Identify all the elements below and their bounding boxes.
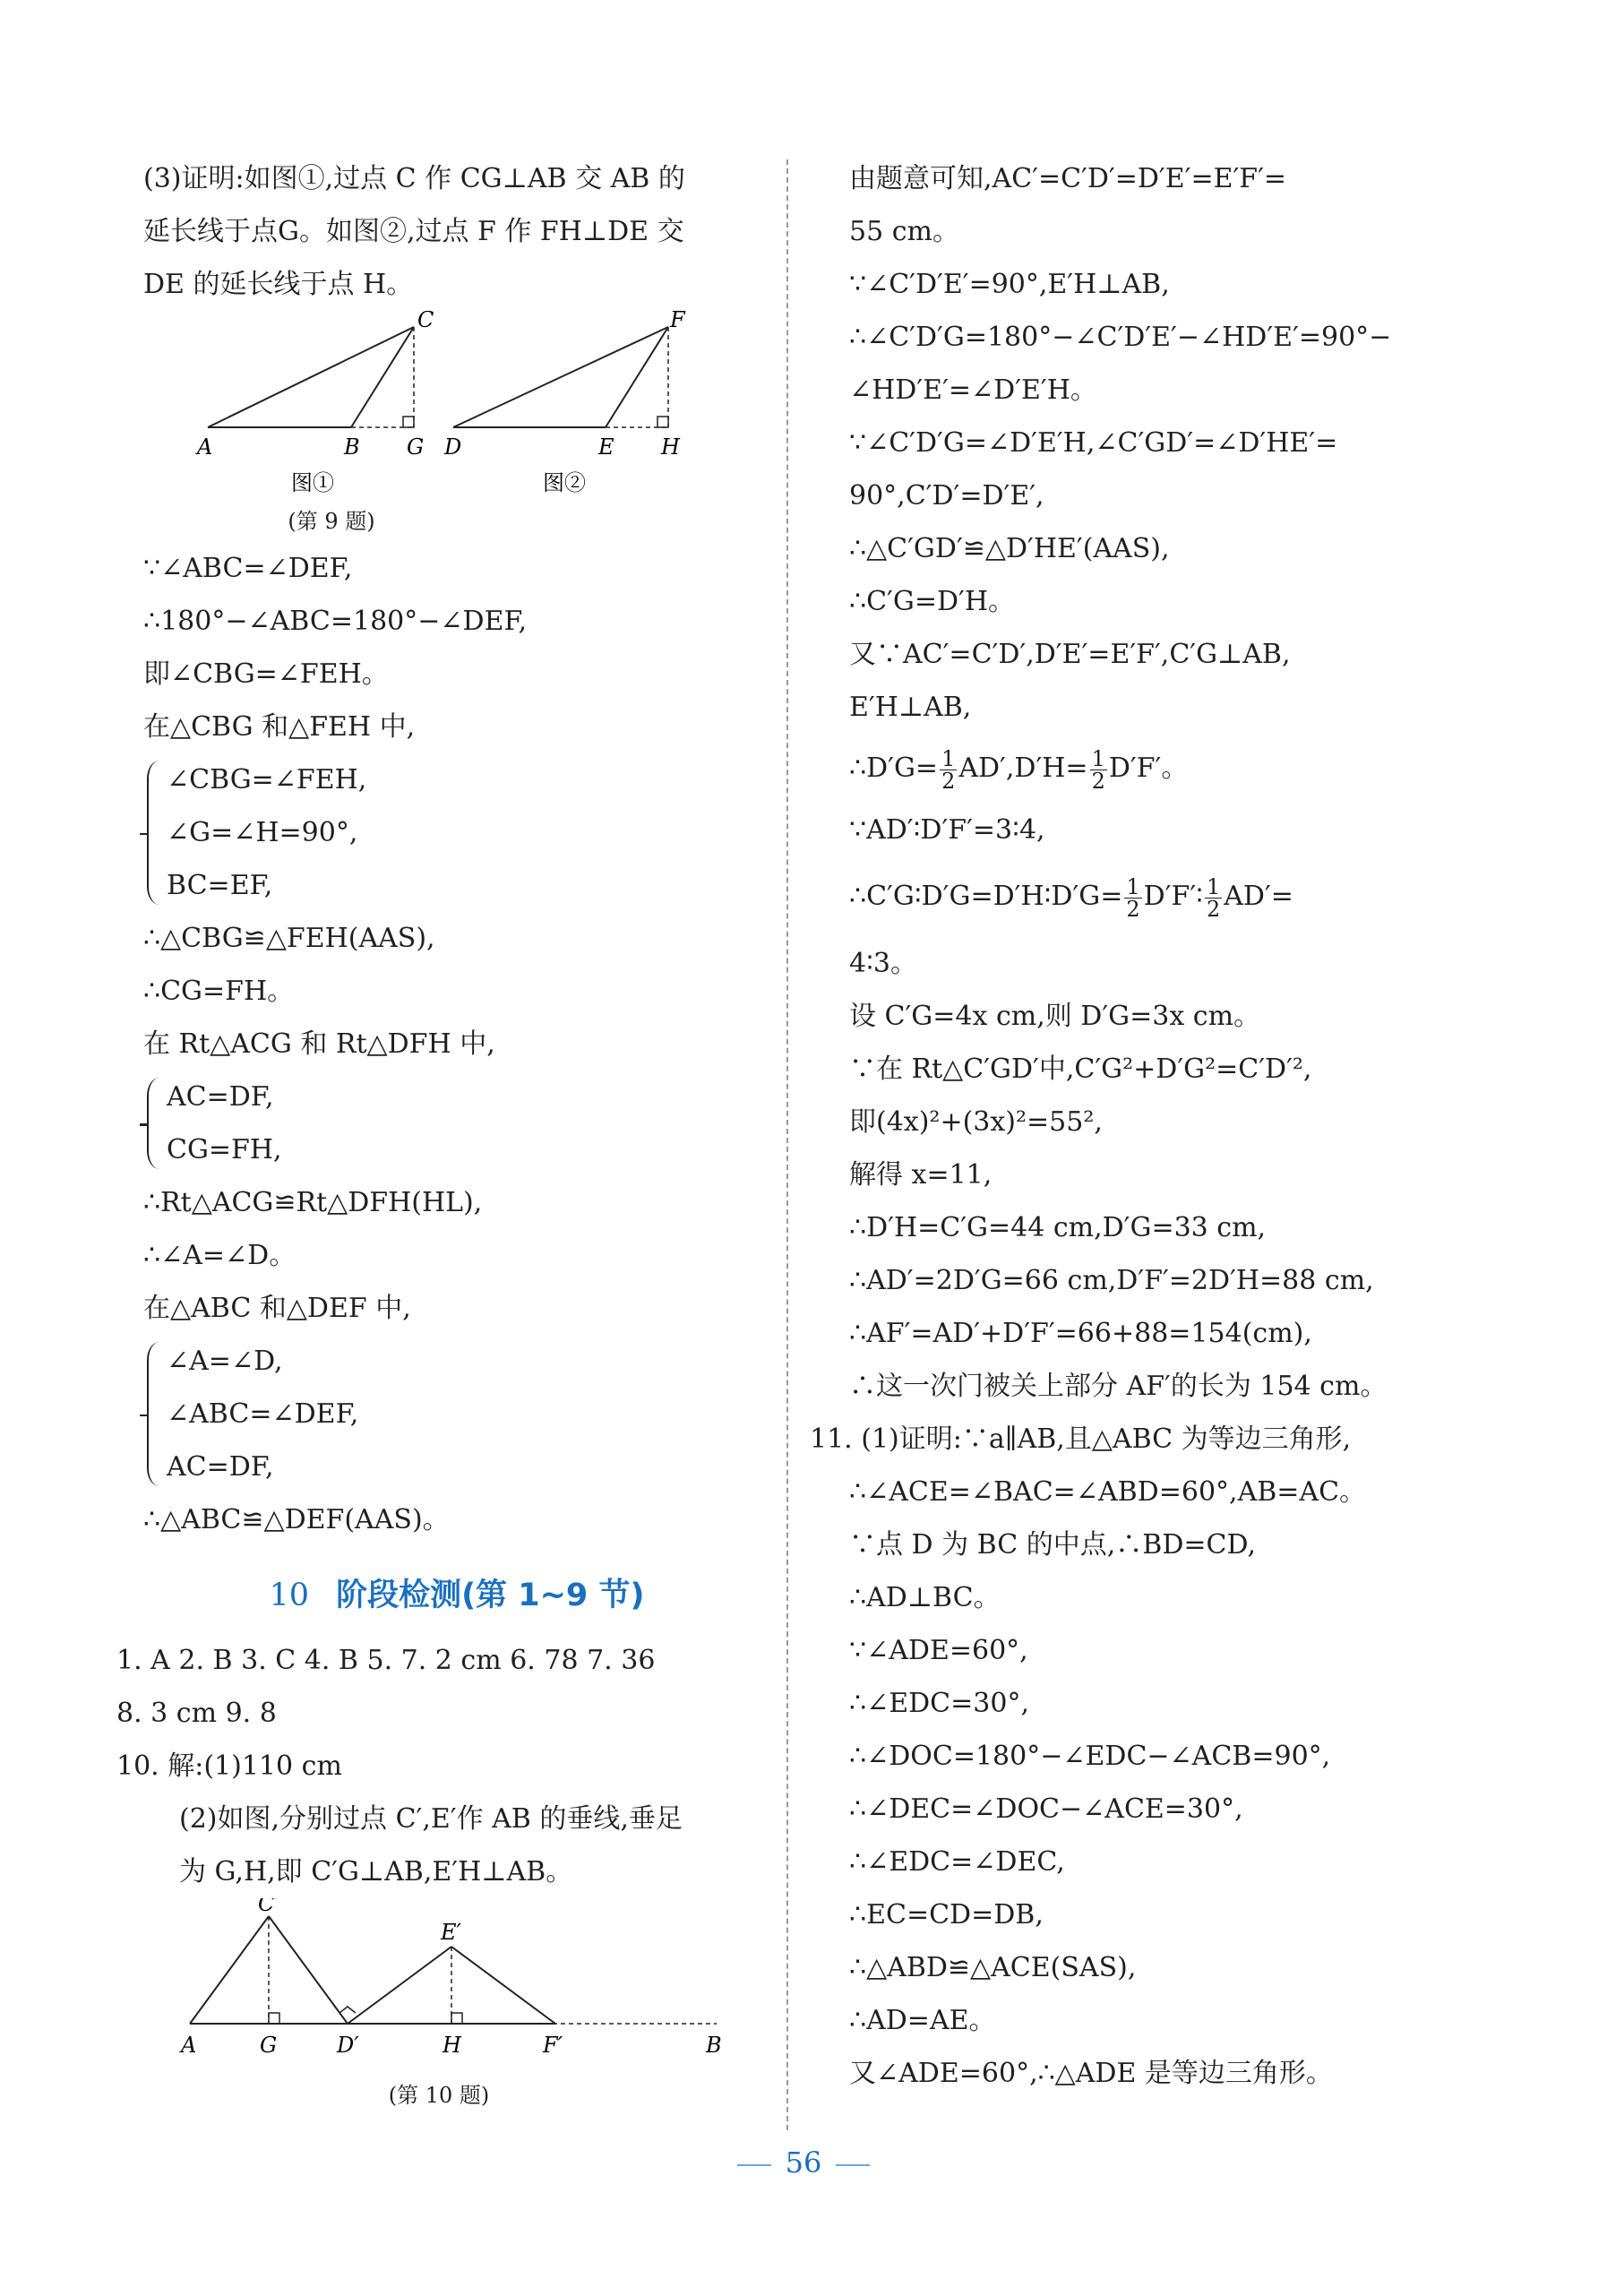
figure-9	[143, 311, 770, 534]
proof-line: ∴∠DOC=180°−∠EDC−∠ACB=90°,	[849, 1741, 1331, 1772]
page-footer	[0, 2146, 1607, 2180]
proof-line: ∴∠EDC=30°,	[849, 1688, 1029, 1719]
label-f: F	[670, 311, 685, 332]
condition-line: ∠ABC=∠DEF,	[167, 1398, 359, 1430]
label-c-prime: C′	[258, 1898, 279, 1916]
figure-9-triangle-def	[443, 311, 686, 495]
proof-line: ∴AD′=2D′G=66 cm,D′F′=2D′H=88 cm,	[849, 1265, 1374, 1296]
proof-line: 又∵AC′=C′D′,D′E′=E′F′,C′G⊥AB,	[849, 639, 1291, 670]
figure-9-triangle-abc	[195, 311, 434, 495]
figure-9-caption: (第 9 题)	[288, 509, 375, 534]
proof-line: ∵在 Rt△C′GD′中,C′G²+D′G²=C′D′²,	[849, 1053, 1312, 1085]
numerator: 1	[1091, 745, 1105, 771]
proof-line: ∴这一次门被关上部分 AF′的长为 154 cm。	[849, 1371, 1388, 1402]
proof-line: 4∶3。	[849, 948, 917, 979]
condition-brace	[147, 1335, 770, 1493]
proof-line: ∵∠ADE=60°,	[849, 1635, 1028, 1666]
label-d-prime: D′	[337, 2033, 359, 2058]
label-a: A	[181, 2033, 197, 2058]
proof-line: ∴∠DEC=∠DOC−∠ACE=30°,	[849, 1793, 1243, 1825]
right-column	[810, 152, 1467, 2100]
fraction	[940, 745, 957, 794]
denominator: 2	[1091, 768, 1105, 794]
proof-line: ∴EC=CD=DB,	[849, 1899, 1044, 1931]
proof-line: ∵∠C′D′E′=90°,E′H⊥AB,	[849, 269, 1170, 300]
denominator: 2	[941, 768, 956, 794]
text-part: ∴C′G∶D′G=D′H∶D′G=	[849, 881, 1123, 912]
proof-line: ∴D′H=C′G=44 cm,D′G=33 cm,	[849, 1212, 1267, 1243]
proof-line: ∴C′G=D′H。	[849, 586, 1015, 617]
proof-line: ∴∠C′D′G=180°−∠C′D′E′−∠HD′E′=90°−	[849, 322, 1392, 353]
condition-line: AC=DF,	[167, 1451, 274, 1483]
intro-line: DE 的延长线于点 H。	[143, 269, 414, 300]
condition-line: ∠CBG=∠FEH,	[167, 764, 367, 795]
condition-line: ∠A=∠D,	[167, 1346, 283, 1377]
section-title	[143, 1564, 770, 1634]
label-g: G	[407, 434, 425, 460]
label-c: C	[417, 311, 434, 332]
left-column	[116, 152, 770, 2108]
proof-line: 55 cm。	[849, 216, 959, 247]
proof-line: ∴Rt△ACG≌Rt△DFH(HL),	[143, 1187, 483, 1218]
label-a: A	[197, 434, 213, 460]
answer-line: 8. 3 cm 9. 8	[116, 1698, 277, 1729]
proof-line: ∴AD⊥BC。	[849, 1582, 1001, 1613]
label-h: H	[661, 434, 680, 460]
proof-line: 在△CBG 和△FEH 中,	[143, 711, 416, 743]
label-b: B	[344, 434, 360, 460]
proof-line: ∴CG=FH。	[143, 976, 295, 1007]
proof-line: 解得 x=11,	[849, 1159, 993, 1191]
label-b: B	[706, 2033, 722, 2058]
text-part: ∴D′G=	[849, 752, 939, 784]
column-divider	[786, 159, 788, 2130]
footer-dash	[836, 2164, 870, 2166]
intro-line: (3)证明:如图①,过点 C 作 CG⊥AB 交 AB 的	[143, 163, 685, 194]
label-f-prime: F′	[543, 2033, 563, 2058]
proof-line: ∴AF′=AD′+D′F′=66+88=154(cm),	[849, 1318, 1312, 1349]
proof-line: 又∠ADE=60°,∴△ADE 是等边三角形。	[849, 2058, 1333, 2089]
condition-line: BC=EF,	[167, 870, 273, 901]
proof-line: ∴∠ACE=∠BAC=∠ABD=60°,AB=AC。	[849, 1476, 1367, 1508]
text-part: AD′=	[1224, 881, 1293, 912]
proof-line: 由题意可知,AC′=C′D′=D′E′=E′F′=	[849, 163, 1287, 194]
denominator: 2	[1126, 896, 1140, 922]
section-number: 10	[269, 1578, 310, 1613]
proof-line: ∵点 D 为 BC 的中点,∴BD=CD,	[849, 1529, 1256, 1561]
label-h: H	[443, 2033, 461, 2058]
q10-line: (2)如图,分别过点 C′,E′作 AB 的垂线,垂足	[179, 1803, 683, 1835]
proof-line: ∴△C′GD′≌△D′HE′(AAS),	[849, 533, 1170, 564]
label-e-prime: E′	[441, 1920, 461, 1945]
proof-line: 即∠CBG=∠FEH。	[143, 658, 389, 690]
proof-line: ∴△ABC≌△DEF(AAS)。	[143, 1504, 450, 1535]
proof-line: E′H⊥AB,	[849, 692, 972, 723]
text-part: D′F′。	[1108, 752, 1189, 784]
condition-line: AC=DF,	[167, 1081, 274, 1113]
condition-line: ∠G=∠H=90°,	[167, 817, 358, 848]
proof-line: ∵∠C′D′G=∠D′E′H,∠C′GD′=∠D′HE′=	[849, 427, 1338, 459]
denominator: 2	[1206, 896, 1221, 922]
condition-line: CG=FH,	[167, 1134, 282, 1165]
figure-10-diagram	[143, 1898, 735, 2077]
fraction	[1205, 873, 1222, 922]
proof-line: 设 C′G=4x cm,则 D′G=3x cm。	[849, 1001, 1261, 1032]
proof-line: ∠HD′E′=∠D′E′H。	[849, 374, 1097, 406]
intro-line: 延长线于点G。如图②,过点 F 作 FH⊥DE 交	[143, 216, 684, 247]
condition-brace	[147, 753, 770, 912]
page-number: 56	[785, 2146, 822, 2180]
figure-9-sub2: 图②	[543, 470, 586, 495]
proof-line: 即(4x)²+(3x)²=55²,	[849, 1106, 1103, 1138]
label-g: G	[260, 2033, 278, 2058]
numerator: 1	[941, 745, 956, 771]
fraction-line	[849, 856, 1467, 937]
label-d: D	[444, 434, 462, 460]
footer-dash	[737, 2164, 771, 2166]
figure-9-diagram	[143, 311, 717, 517]
proof-line: 在△ABC 和△DEF 中,	[143, 1293, 411, 1324]
condition-brace	[147, 1071, 770, 1176]
proof-line: ∴AD=AE。	[849, 2005, 996, 2036]
section-heading: 阶段检测(第 1~9 节)	[336, 1578, 645, 1613]
answer-line: 1. A 2. B 3. C 4. B 5. 7. 2 cm 6. 78 7. 36	[116, 1645, 656, 1676]
q10-heading: 10. 解:(1)110 cm	[116, 1750, 342, 1782]
text-part: D′F′∶	[1143, 881, 1203, 912]
proof-line: ∵∠ABC=∠DEF,	[143, 553, 353, 584]
proof-line: 在 Rt△ACG 和 Rt△DFH 中,	[143, 1028, 495, 1060]
proof-line: 90°,C′D′=D′E′,	[849, 480, 1044, 512]
numerator: 1	[1206, 873, 1221, 899]
proof-line: ∴△CBG≌△FEH(AAS),	[143, 923, 435, 954]
fraction-line	[849, 734, 1467, 804]
q10-line: 为 G,H,即 C′G⊥AB,E′H⊥AB。	[179, 1856, 573, 1888]
proof-line: ∵AD′∶D′F′=3∶4,	[849, 814, 1045, 846]
proof-line: ∴∠EDC=∠DEC,	[849, 1846, 1065, 1878]
q11-heading: 11. (1)证明:∵a∥AB,且△ABC 为等边三角形,	[810, 1423, 1352, 1455]
fraction	[1090, 745, 1107, 794]
figure-10	[143, 1898, 770, 2108]
fraction	[1124, 873, 1141, 922]
text-part: AD′,D′H=	[958, 752, 1088, 784]
label-e: E	[598, 434, 614, 460]
proof-line: ∴180°−∠ABC=180°−∠DEF,	[143, 606, 528, 637]
proof-line: ∴△ABD≌△ACE(SAS),	[849, 1952, 1137, 1983]
figure-9-sub1: 图①	[291, 470, 334, 495]
numerator: 1	[1126, 873, 1140, 899]
proof-line: ∴∠A=∠D。	[143, 1240, 296, 1271]
figure-10-caption: (第 10 题)	[388, 2083, 490, 2108]
